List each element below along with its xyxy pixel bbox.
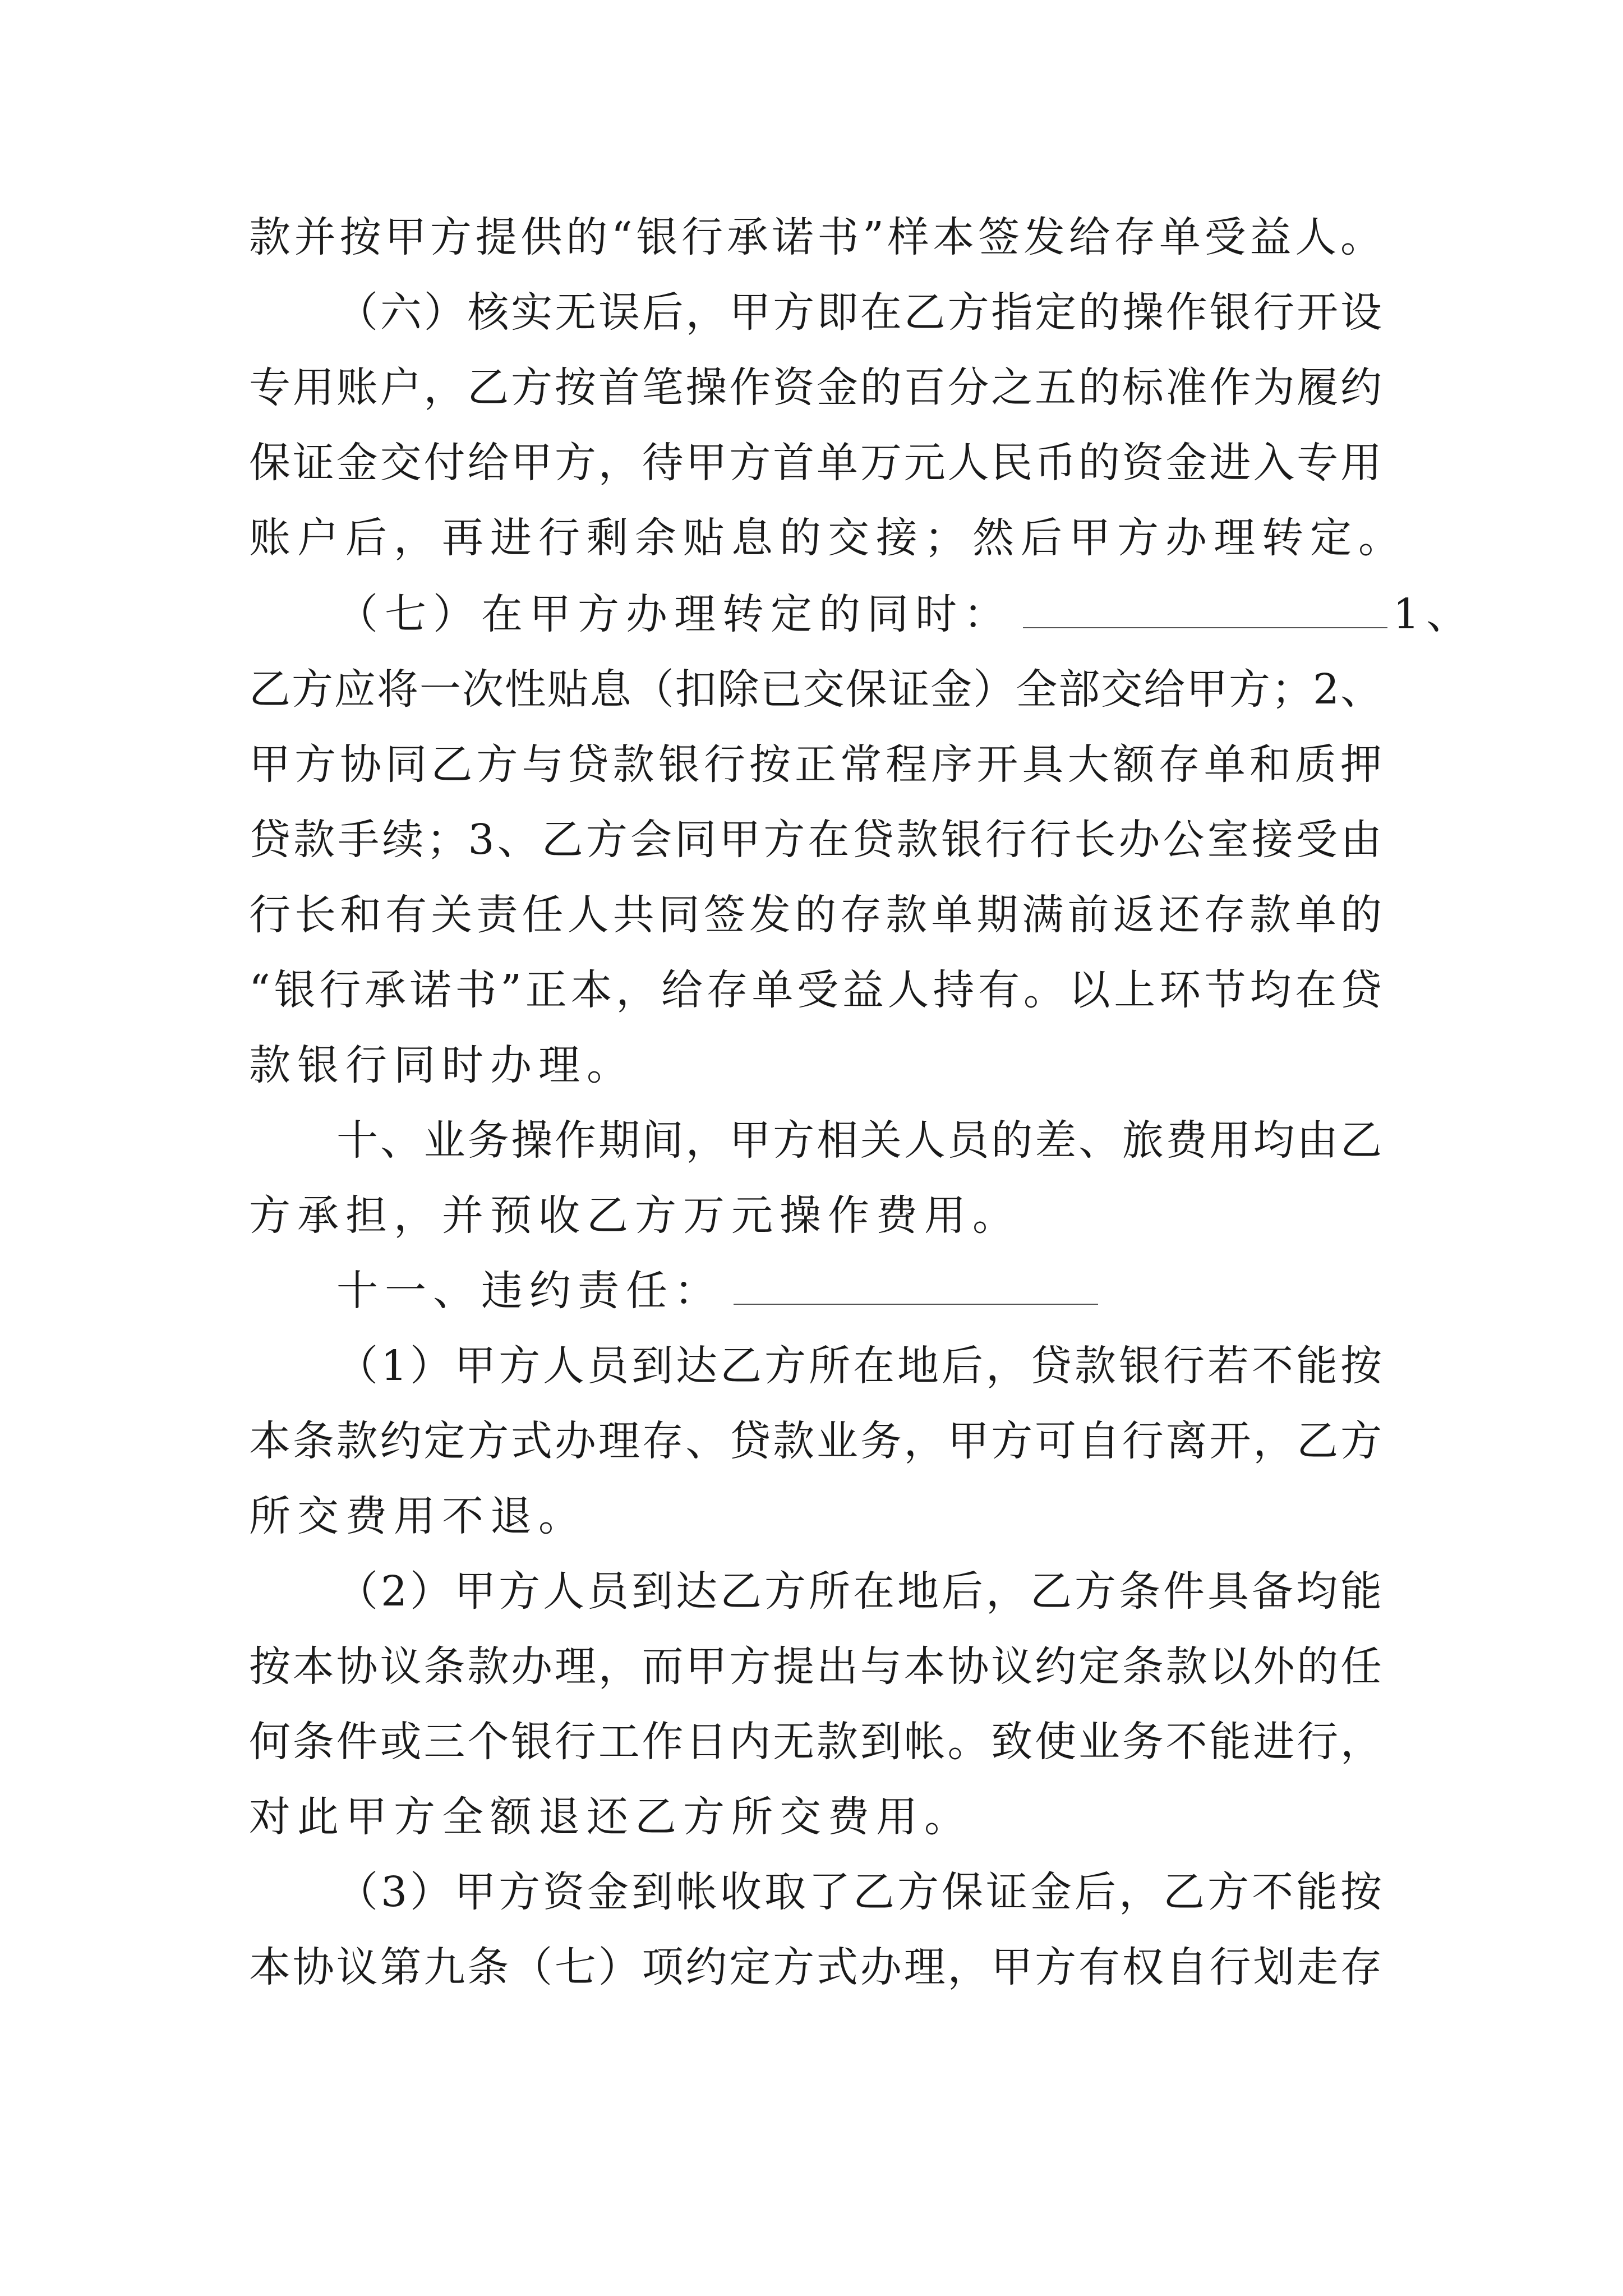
- text-line: 按本协议条款办理，而甲方提出与本协议约定条款以外的任: [249, 1642, 1382, 1691]
- paragraph-start-line: （六）核实无误后，甲方即在乙方指定的操作银行开设: [336, 288, 1382, 337]
- text-line: 所交费用不退。: [249, 1492, 587, 1540]
- text-line: 款银行同时办理。: [249, 1041, 635, 1089]
- fill-in-blank[interactable]: [1023, 591, 1387, 628]
- section-heading: 十一、违约责任：: [336, 1267, 722, 1315]
- text-line: 行长和有关责任人共同签发的存款单期满前返还存款单的: [249, 891, 1382, 939]
- fill-in-blank[interactable]: [734, 1268, 1098, 1305]
- text-line: 保证金交付给甲方，待甲方首单万元人民币的资金进入专用: [249, 439, 1382, 487]
- clause-heading: （七）在甲方办理转定的同时：: [336, 590, 1012, 638]
- text-line: 账户后，再进行剩余贴息的交接；然后甲方办理转定。: [249, 514, 1407, 562]
- text-line: 本协议第九条（七）项约定方式办理，甲方有权自行划走存: [249, 1943, 1382, 1991]
- text-line: 贷款手续；3、乙方会同甲方在贷款银行行长办公室接受由: [249, 816, 1382, 864]
- text-line: 对此甲方全额退还乙方所交费用。: [249, 1793, 972, 1841]
- text-line: 款并按甲方提供的“银行承诺书”样本签发给存单受益人。: [249, 213, 1382, 261]
- paragraph-start-line: （3）甲方资金到帐收取了乙方保证金后，乙方不能按: [336, 1868, 1382, 1916]
- text-line: 甲方协同乙方与贷款银行按正常程序开具大额存单和质押: [249, 740, 1382, 789]
- paragraph-start-line: 十、业务操作期间，甲方相关人员的差、旅费用均由乙: [336, 1116, 1382, 1165]
- section-heading-line: [336, 1264, 1382, 1318]
- text-line: 方承担，并预收乙方万元操作费用。: [249, 1191, 1021, 1240]
- paragraph-start-line: （2）甲方人员到达乙方所在地后，乙方条件具备均能: [336, 1567, 1382, 1616]
- text-line: 专用账户，乙方按首笔操作资金的百分之五的标准作为履约: [249, 364, 1382, 412]
- paragraph-start-line: （1）甲方人员到达乙方所在地后，贷款银行若不能按: [336, 1342, 1382, 1390]
- list-number: 1、: [1393, 590, 1475, 638]
- text-line: “银行承诺书”正本，给存单受益人持有。以上环节均在贷: [249, 966, 1382, 1014]
- text-line: 本条款约定方式办理存、贷款业务，甲方可自行离开，乙方: [249, 1417, 1382, 1465]
- paragraph-start-line: [336, 587, 1475, 641]
- text-line: 何条件或三个银行工作日内无款到帐。致使业务不能进行，: [249, 1718, 1382, 1766]
- text-line: 乙方应将一次性贴息（扣除已交保证金）全部交给甲方；2、: [249, 665, 1382, 714]
